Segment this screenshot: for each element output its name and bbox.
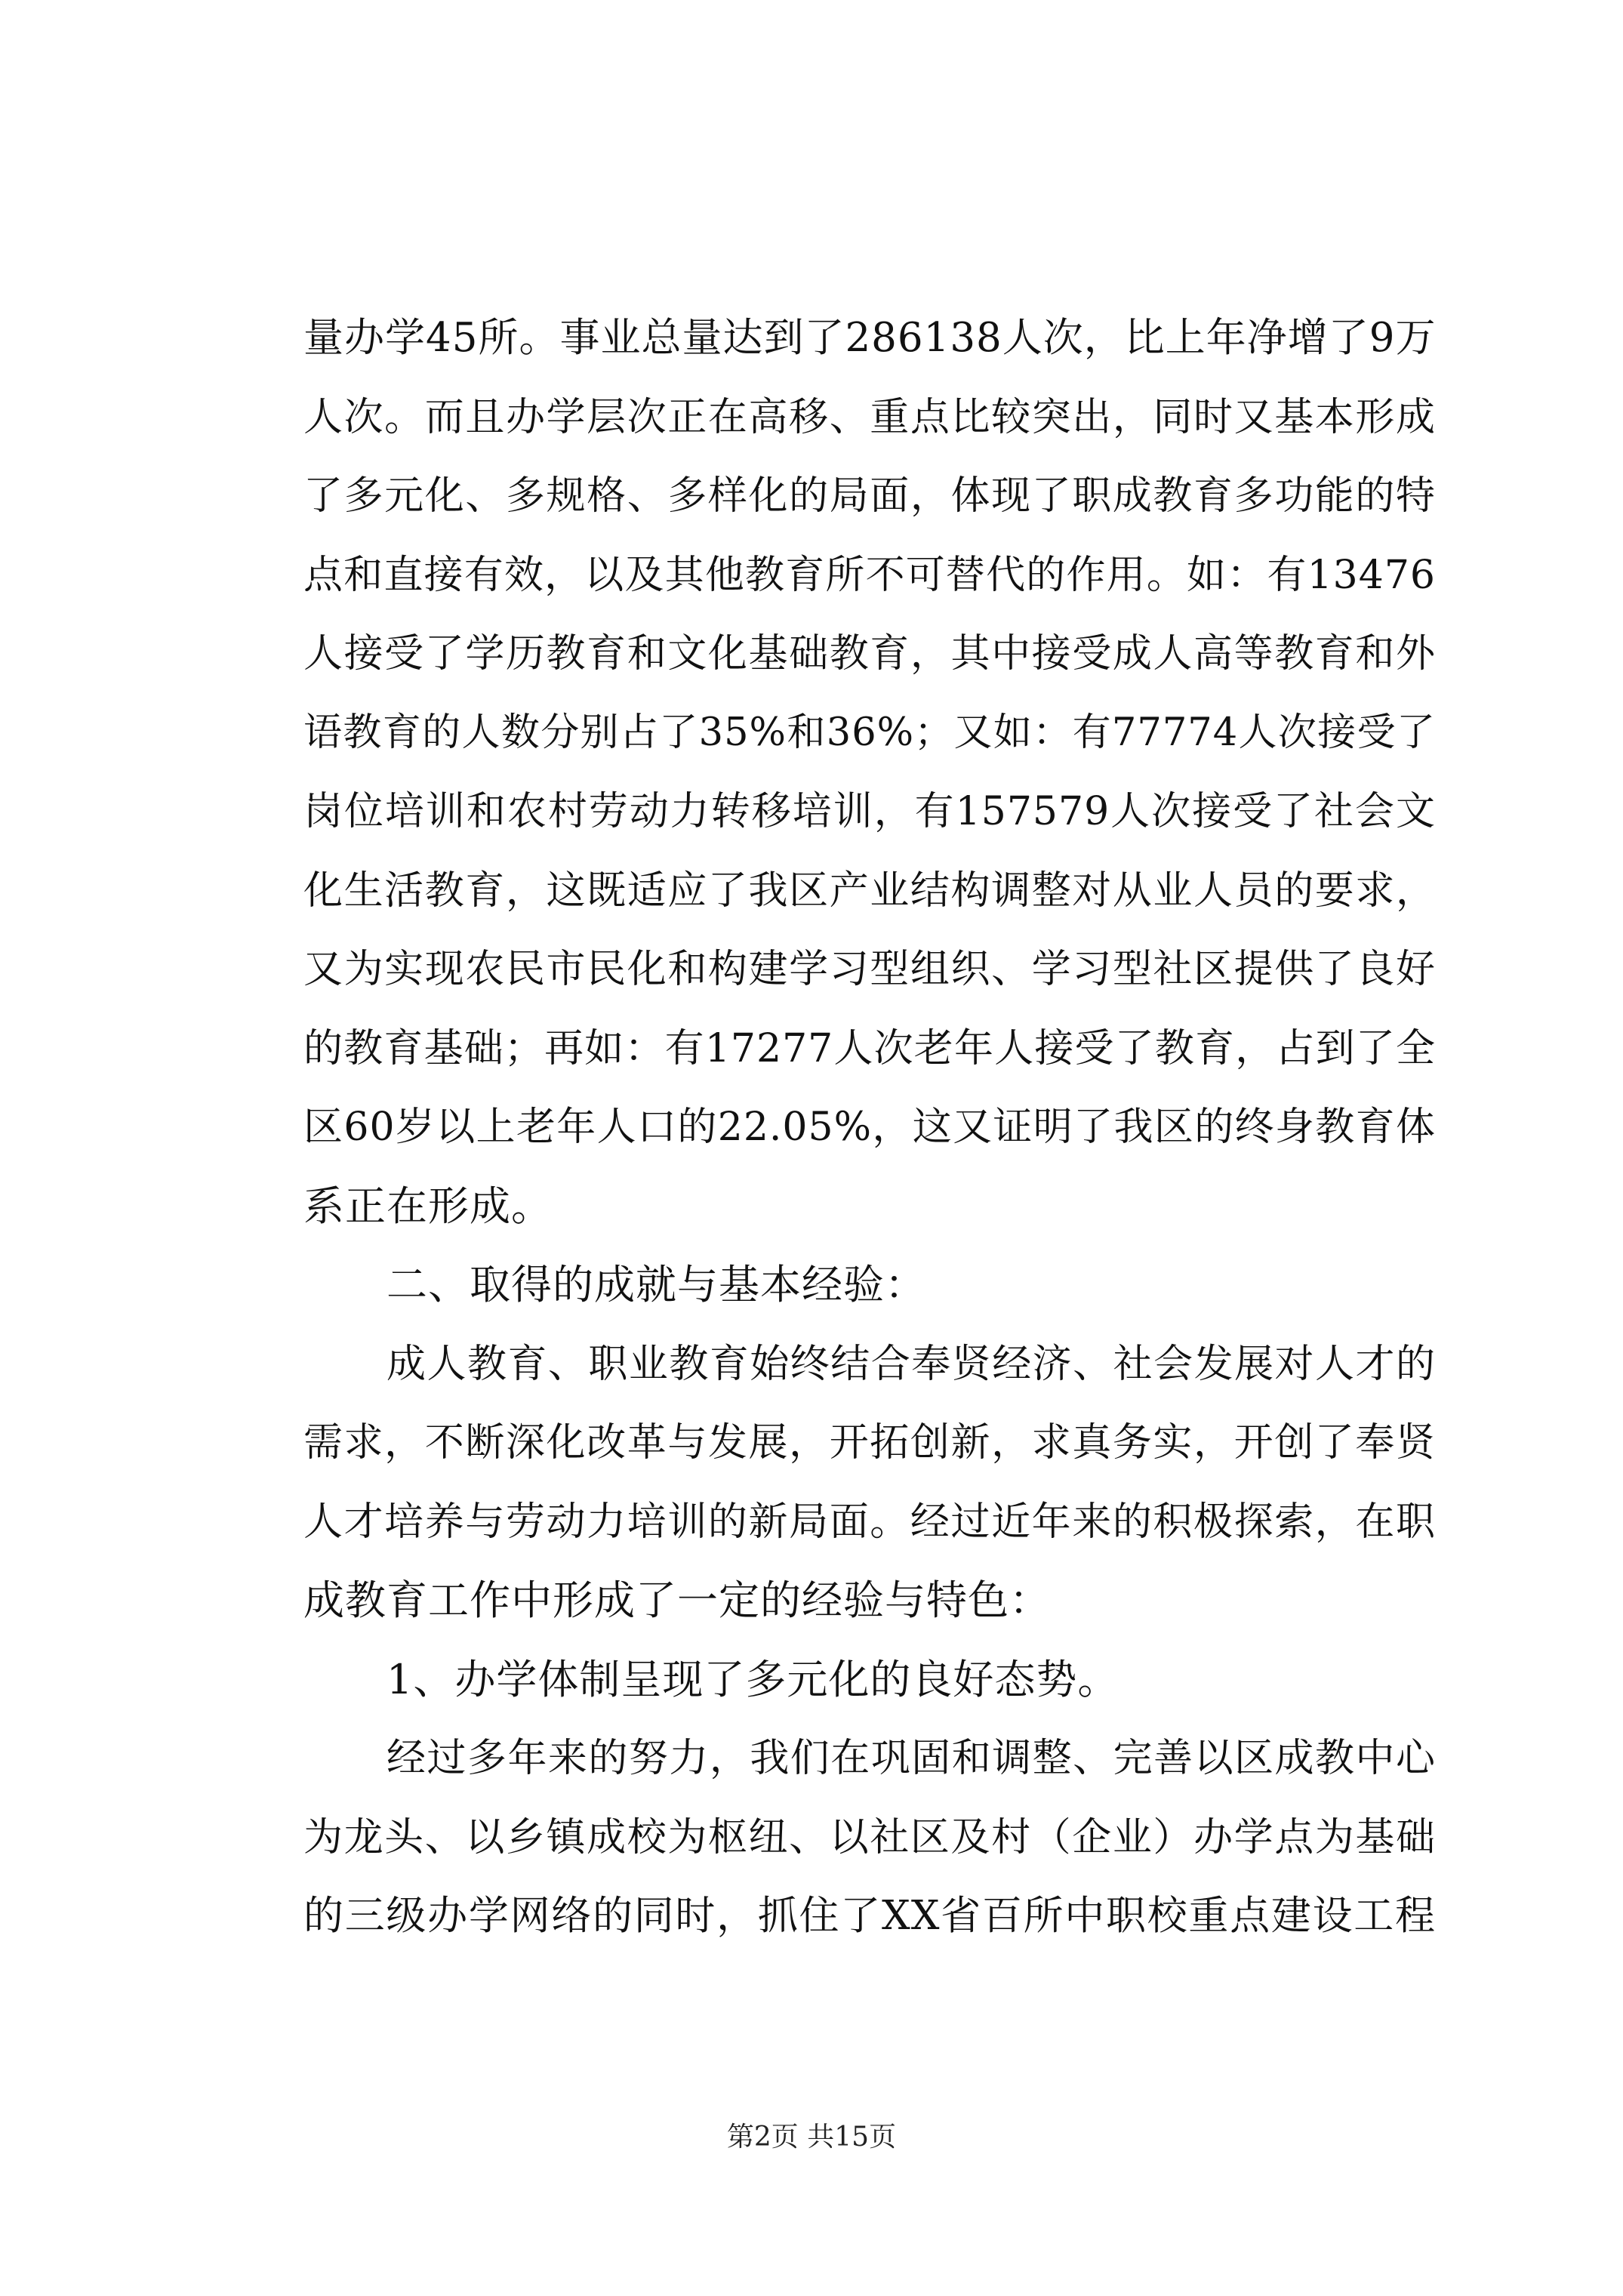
text-line: 需求，不断深化改革与发展，开拓创新，求真务实，开创了奉贤 bbox=[303, 1420, 1436, 1465]
text-line: 化生活教育，这既适应了我区产业结构调整对从业人员的要求， bbox=[303, 868, 1436, 914]
text-line: 为龙头、以乡镇成校为枢纽、以社区及村（企业）办学点为基础 bbox=[303, 1814, 1436, 1860]
text-line: 系正在形成。 bbox=[303, 1182, 553, 1230]
text-line: 二、取得的成就与基本经验： bbox=[387, 1261, 926, 1308]
text-line: 点和直接有效，以及其他教育所不可替代的作用。如：有13476 bbox=[303, 552, 1436, 598]
document-body bbox=[303, 299, 1436, 1956]
text-line: 成教育工作中形成了一定的经验与特色： bbox=[303, 1576, 1051, 1624]
text-line: 语教育的人数分别占了35%和36%；又如：有77774人次接受了 bbox=[303, 710, 1436, 755]
text-line: 了多元化、多规格、多样化的局面，体现了职成教育多功能的特 bbox=[303, 473, 1436, 519]
text-line: 区60岁以上老年人口的22.05%，这又证明了我区的终身教育体 bbox=[303, 1105, 1436, 1150]
page-footer: 第2页 共15页 bbox=[726, 2122, 897, 2153]
text-line: 人接受了学历教育和文化基础教育，其中接受成人高等教育和外 bbox=[303, 631, 1436, 676]
text-line: 1、办学体制呈现了多元化的良好态势。 bbox=[387, 1655, 1119, 1703]
text-line: 岗位培训和农村劳动力转移培训，有157579人次接受了社会文 bbox=[303, 789, 1436, 834]
text-line: 量办学45所。事业总量达到了286138人次，比上年净增了9万 bbox=[303, 315, 1437, 361]
text-line: 人才培养与劳动力培训的新局面。经过近年来的积极探索，在职 bbox=[303, 1499, 1436, 1545]
text-line: 经过多年来的努力，我们在巩固和调整、完善以区成教中心 bbox=[387, 1736, 1436, 1781]
text-line: 又为实现农民市民化和构建学习型组织、学习型社区提供了良好 bbox=[303, 947, 1436, 992]
text-line: 的教育基础；再如：有17277人次老年人接受了教育，占到了全 bbox=[303, 1025, 1436, 1071]
text-line: 人次。而且办学层次正在高移、重点比较突出，同时又基本形成 bbox=[303, 394, 1436, 440]
text-line: 成人教育、职业教育始终结合奉贤经济、社会发展对人才的 bbox=[387, 1341, 1436, 1387]
text-line: 的三级办学网络的同时，抓住了XX省百所中职校重点建设工程 bbox=[303, 1893, 1436, 1939]
